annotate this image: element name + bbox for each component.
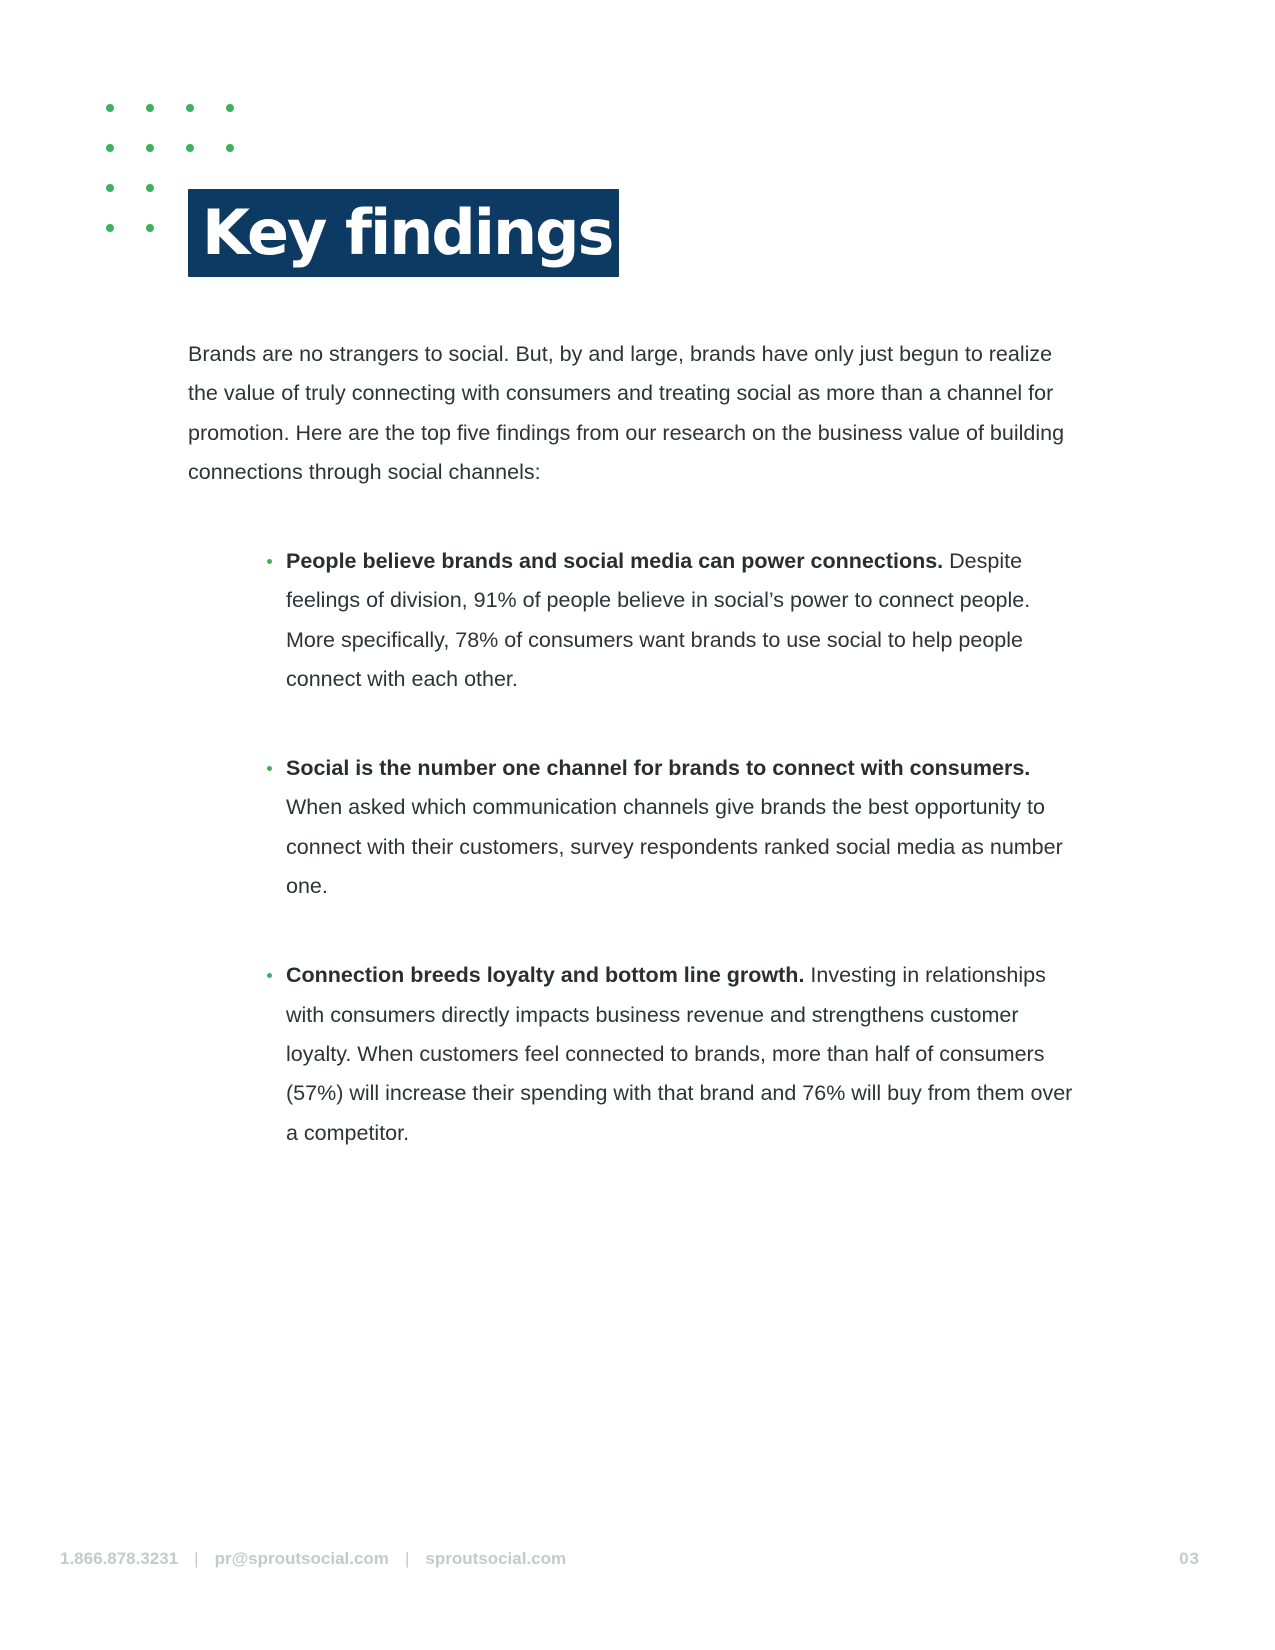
dot (146, 184, 154, 192)
finding-item (260, 542, 1080, 699)
dot (106, 144, 114, 152)
findings-list (260, 542, 1080, 1153)
dot (186, 144, 194, 152)
finding-body: When asked which communication channels give brands the best opportunity to connect with their customers, survey respondents ranked social media as number one. (286, 795, 1063, 899)
title-banner (188, 189, 619, 277)
footer-email-link[interactable]: pr@sproutsocial.com (214, 1549, 389, 1568)
finding-lead: Connection breeds loyalty and bottom line growth. (286, 963, 805, 988)
bullet-icon (267, 766, 272, 771)
dot (106, 224, 114, 232)
page-title: Key findings (202, 196, 613, 269)
intro-paragraph: Brands are no strangers to social. But, by and large, brands have only just begun to realize the value of truly connecting with consumers and treating social as more than a channel for promotion. Here are the top five findings from our research on the business value of building connections through social channels: (188, 342, 1065, 484)
footer-website-link[interactable]: sproutsocial.com (425, 1549, 567, 1568)
finding-item (260, 749, 1080, 906)
dot (146, 144, 154, 152)
dot (226, 144, 234, 152)
footer-phone: 1.866.878.3231 (60, 1549, 179, 1568)
finding-item (260, 956, 1080, 1152)
finding-lead: People believe brands and social media can power connections. (286, 549, 944, 573)
footer-separator: | (194, 1549, 199, 1568)
finding-body: Investing in relationships with consumers directly impacts business revenue and strengthens customer loyalty. When customers feel connected to brands, more than half of consumers (57%) will increase their spending with that brand and 76% will buy from them over a competitor. (286, 963, 1073, 1145)
finding-lead: Social is the number one channel for brands to connect with consumers. (286, 756, 1031, 781)
dot (146, 224, 154, 232)
dot (106, 104, 114, 112)
footer-contact (60, 1549, 566, 1569)
bullet-icon (267, 973, 272, 978)
dot (106, 184, 114, 192)
footer-separator: | (404, 1549, 410, 1568)
dot (186, 104, 194, 112)
dot (226, 104, 234, 112)
finding-body: Despite feelings of division, 91% of people believe in social’s power to connect people. More specifically, 78% of consumers want brands to use social to help people connect with each other. (286, 549, 1031, 691)
dot (146, 104, 154, 112)
bullet-icon (267, 559, 272, 564)
page-number: 03 (1179, 1549, 1200, 1568)
